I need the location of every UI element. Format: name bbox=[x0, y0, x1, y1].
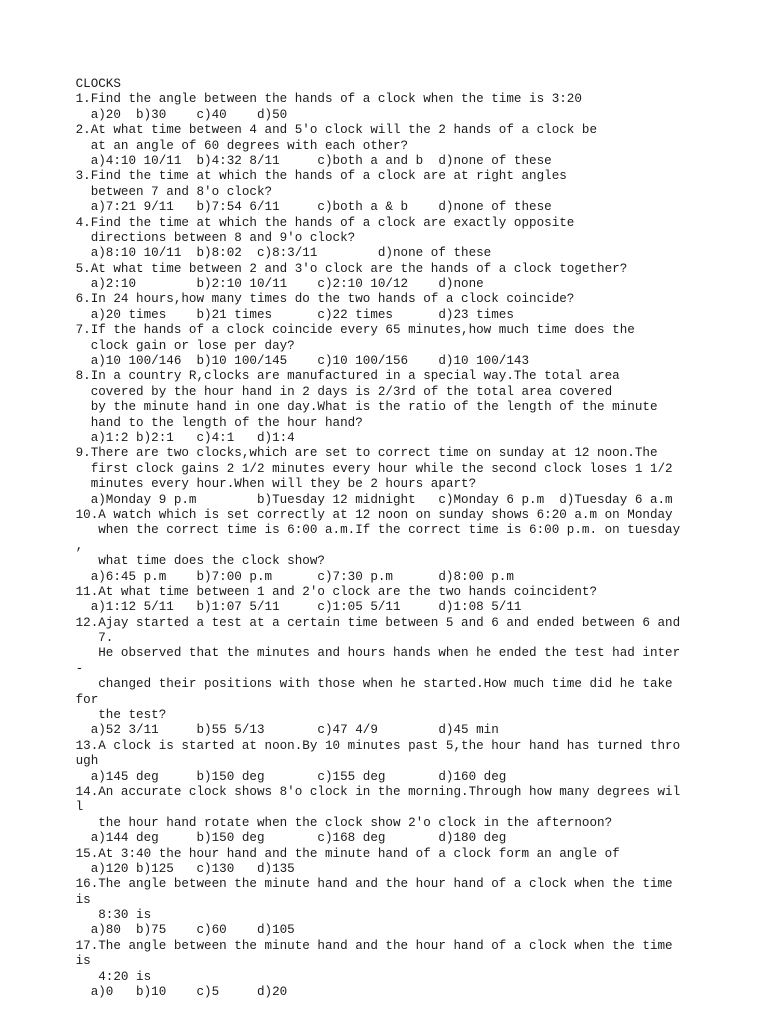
text-line: a)4:10 10/11 b)4:32 8/11 c)both a and b d)none of these bbox=[0, 153, 552, 168]
text-line: when the correct time is 6:00 a.m.If the correct time is 6:00 p.m. on tuesday bbox=[0, 523, 681, 538]
text-line: a)145 deg b)150 deg c)155 deg d)160 deg bbox=[0, 769, 507, 784]
text-line: , bbox=[0, 538, 84, 553]
text-line: a)20 b)30 c)40 d)50 bbox=[0, 107, 288, 122]
text-line: is bbox=[0, 892, 91, 907]
text-line: changed their positions with those when he started.How much time did he take bbox=[0, 677, 673, 692]
text-line: a)20 times b)21 times c)22 times d)23 times bbox=[0, 307, 514, 322]
text-line: at an angle of 60 degrees with each other? bbox=[0, 138, 409, 153]
text-line: 17.The angle between the minute hand and the hour hand of a clock when the time bbox=[0, 938, 673, 953]
text-line: by the minute hand in one day.What is the ratio of the length of the minute bbox=[0, 400, 658, 415]
text-line: 8:30 is bbox=[0, 908, 152, 923]
text-line: clock gain or lose per day? bbox=[0, 338, 295, 353]
text-line: 7.If the hands of a clock coincide every 65 minutes,how much time does the bbox=[0, 323, 635, 338]
text-line: 4.Find the time at which the hands of a clock are exactly opposite bbox=[0, 215, 575, 230]
text-line: first clock gains 2 1/2 minutes every hour while the second clock loses 1 1/2 bbox=[0, 461, 673, 476]
text-line: 16.The angle between the minute hand and the hour hand of a clock when the time bbox=[0, 877, 673, 892]
text-line: - bbox=[0, 661, 84, 676]
text-line: CLOCKS bbox=[0, 77, 121, 91]
text-line: hand to the length of the hour hand? bbox=[0, 415, 363, 430]
text-line: a)Monday 9 p.m b)Tuesday 12 midnight c)Monday 6 p.m d)Tuesday 6 a.m bbox=[0, 492, 673, 507]
text-line: a)144 deg b)150 deg c)168 deg d)180 deg bbox=[0, 831, 507, 846]
text-line: between 7 and 8'o clock? bbox=[0, 184, 273, 199]
text-line: the hour hand rotate when the clock show 2'o clock in the afternoon? bbox=[0, 815, 613, 830]
text-line: a)120 b)125 c)130 d)135 bbox=[0, 861, 295, 876]
text-line: 4:20 is bbox=[0, 969, 152, 984]
text-line: 6.In 24 hours,how many times do the two hands of a clock coincide? bbox=[0, 292, 575, 307]
text-line: for bbox=[0, 692, 99, 707]
text-line: covered by the hour hand in 2 days is 2/3rd of the total area covered bbox=[0, 384, 613, 399]
text-line: a)2:10 b)2:10 10/11 c)2:10 10/12 d)none bbox=[0, 277, 484, 292]
text-line: is bbox=[0, 954, 91, 969]
text-line: 15.At 3:40 the hour hand and the minute hand of a clock form an angle of bbox=[0, 846, 620, 861]
text-line: a)10 100/146 b)10 100/145 c)10 100/156 d)10 100/143 bbox=[0, 354, 530, 369]
clocks-worksheet bbox=[0, 77, 768, 1000]
text-line: 1.Find the angle between the hands of a clock when the time is 3:20 bbox=[0, 92, 582, 107]
text-line: 12.Ajay started a test at a certain time between 5 and 6 and ended between 6 and bbox=[0, 615, 681, 630]
text-line: He observed that the minutes and hours hands when he ended the test had inter bbox=[0, 646, 681, 661]
text-line: a)6:45 p.m b)7:00 p.m c)7:30 p.m d)8:00 p.m bbox=[0, 569, 514, 584]
text-line: a)1:2 b)2:1 c)4:1 d)1:4 bbox=[0, 430, 295, 445]
text-line: ugh bbox=[0, 754, 99, 769]
text-line: 3.Find the time at which the hands of a clock are at right angles bbox=[0, 169, 567, 184]
text-line: directions between 8 and 9'o clock? bbox=[0, 230, 356, 245]
text-line: 13.A clock is started at noon.By 10 minutes past 5,the hour hand has turned thro bbox=[0, 738, 681, 753]
text-line: the test? bbox=[0, 708, 167, 723]
text-line: 14.An accurate clock shows 8'o clock in the morning.Through how many degrees wil bbox=[0, 784, 681, 799]
text-line: 5.At what time between 2 and 3'o clock are the hands of a clock together? bbox=[0, 261, 628, 276]
text-line: 10.A watch which is set correctly at 12 noon on sunday shows 6:20 a.m on Monday bbox=[0, 507, 673, 522]
text-line: l bbox=[0, 800, 84, 815]
text-line: what time does the clock show? bbox=[0, 554, 325, 569]
text-line: 2.At what time between 4 and 5'o clock will the 2 hands of a clock be bbox=[0, 123, 598, 138]
text-line: a)1:12 5/11 b)1:07 5/11 c)1:05 5/11 d)1:08 5/11 bbox=[0, 600, 522, 615]
text-line: a)7:21 9/11 b)7:54 6/11 c)both a & b d)none of these bbox=[0, 200, 552, 215]
text-line: a)0 b)10 c)5 d)20 bbox=[0, 985, 288, 1000]
text-line: a)52 3/11 b)55 5/13 c)47 4/9 d)45 min bbox=[0, 723, 499, 738]
text-line: 8.In a country R,clocks are manufactured in a special way.The total area bbox=[0, 369, 620, 384]
text-line: minutes every hour.When will they be 2 hours apart? bbox=[0, 477, 477, 492]
text-line: a)80 b)75 c)60 d)105 bbox=[0, 923, 295, 938]
text-line: 7. bbox=[0, 631, 114, 646]
text-line: 9.There are two clocks,which are set to correct time on sunday at 12 noon.The bbox=[0, 446, 658, 461]
text-line: 11.At what time between 1 and 2'o clock are the two hands coincident? bbox=[0, 584, 598, 599]
text-line: a)8:10 10/11 b)8:02 c)8:3/11 d)none of these bbox=[0, 246, 492, 261]
